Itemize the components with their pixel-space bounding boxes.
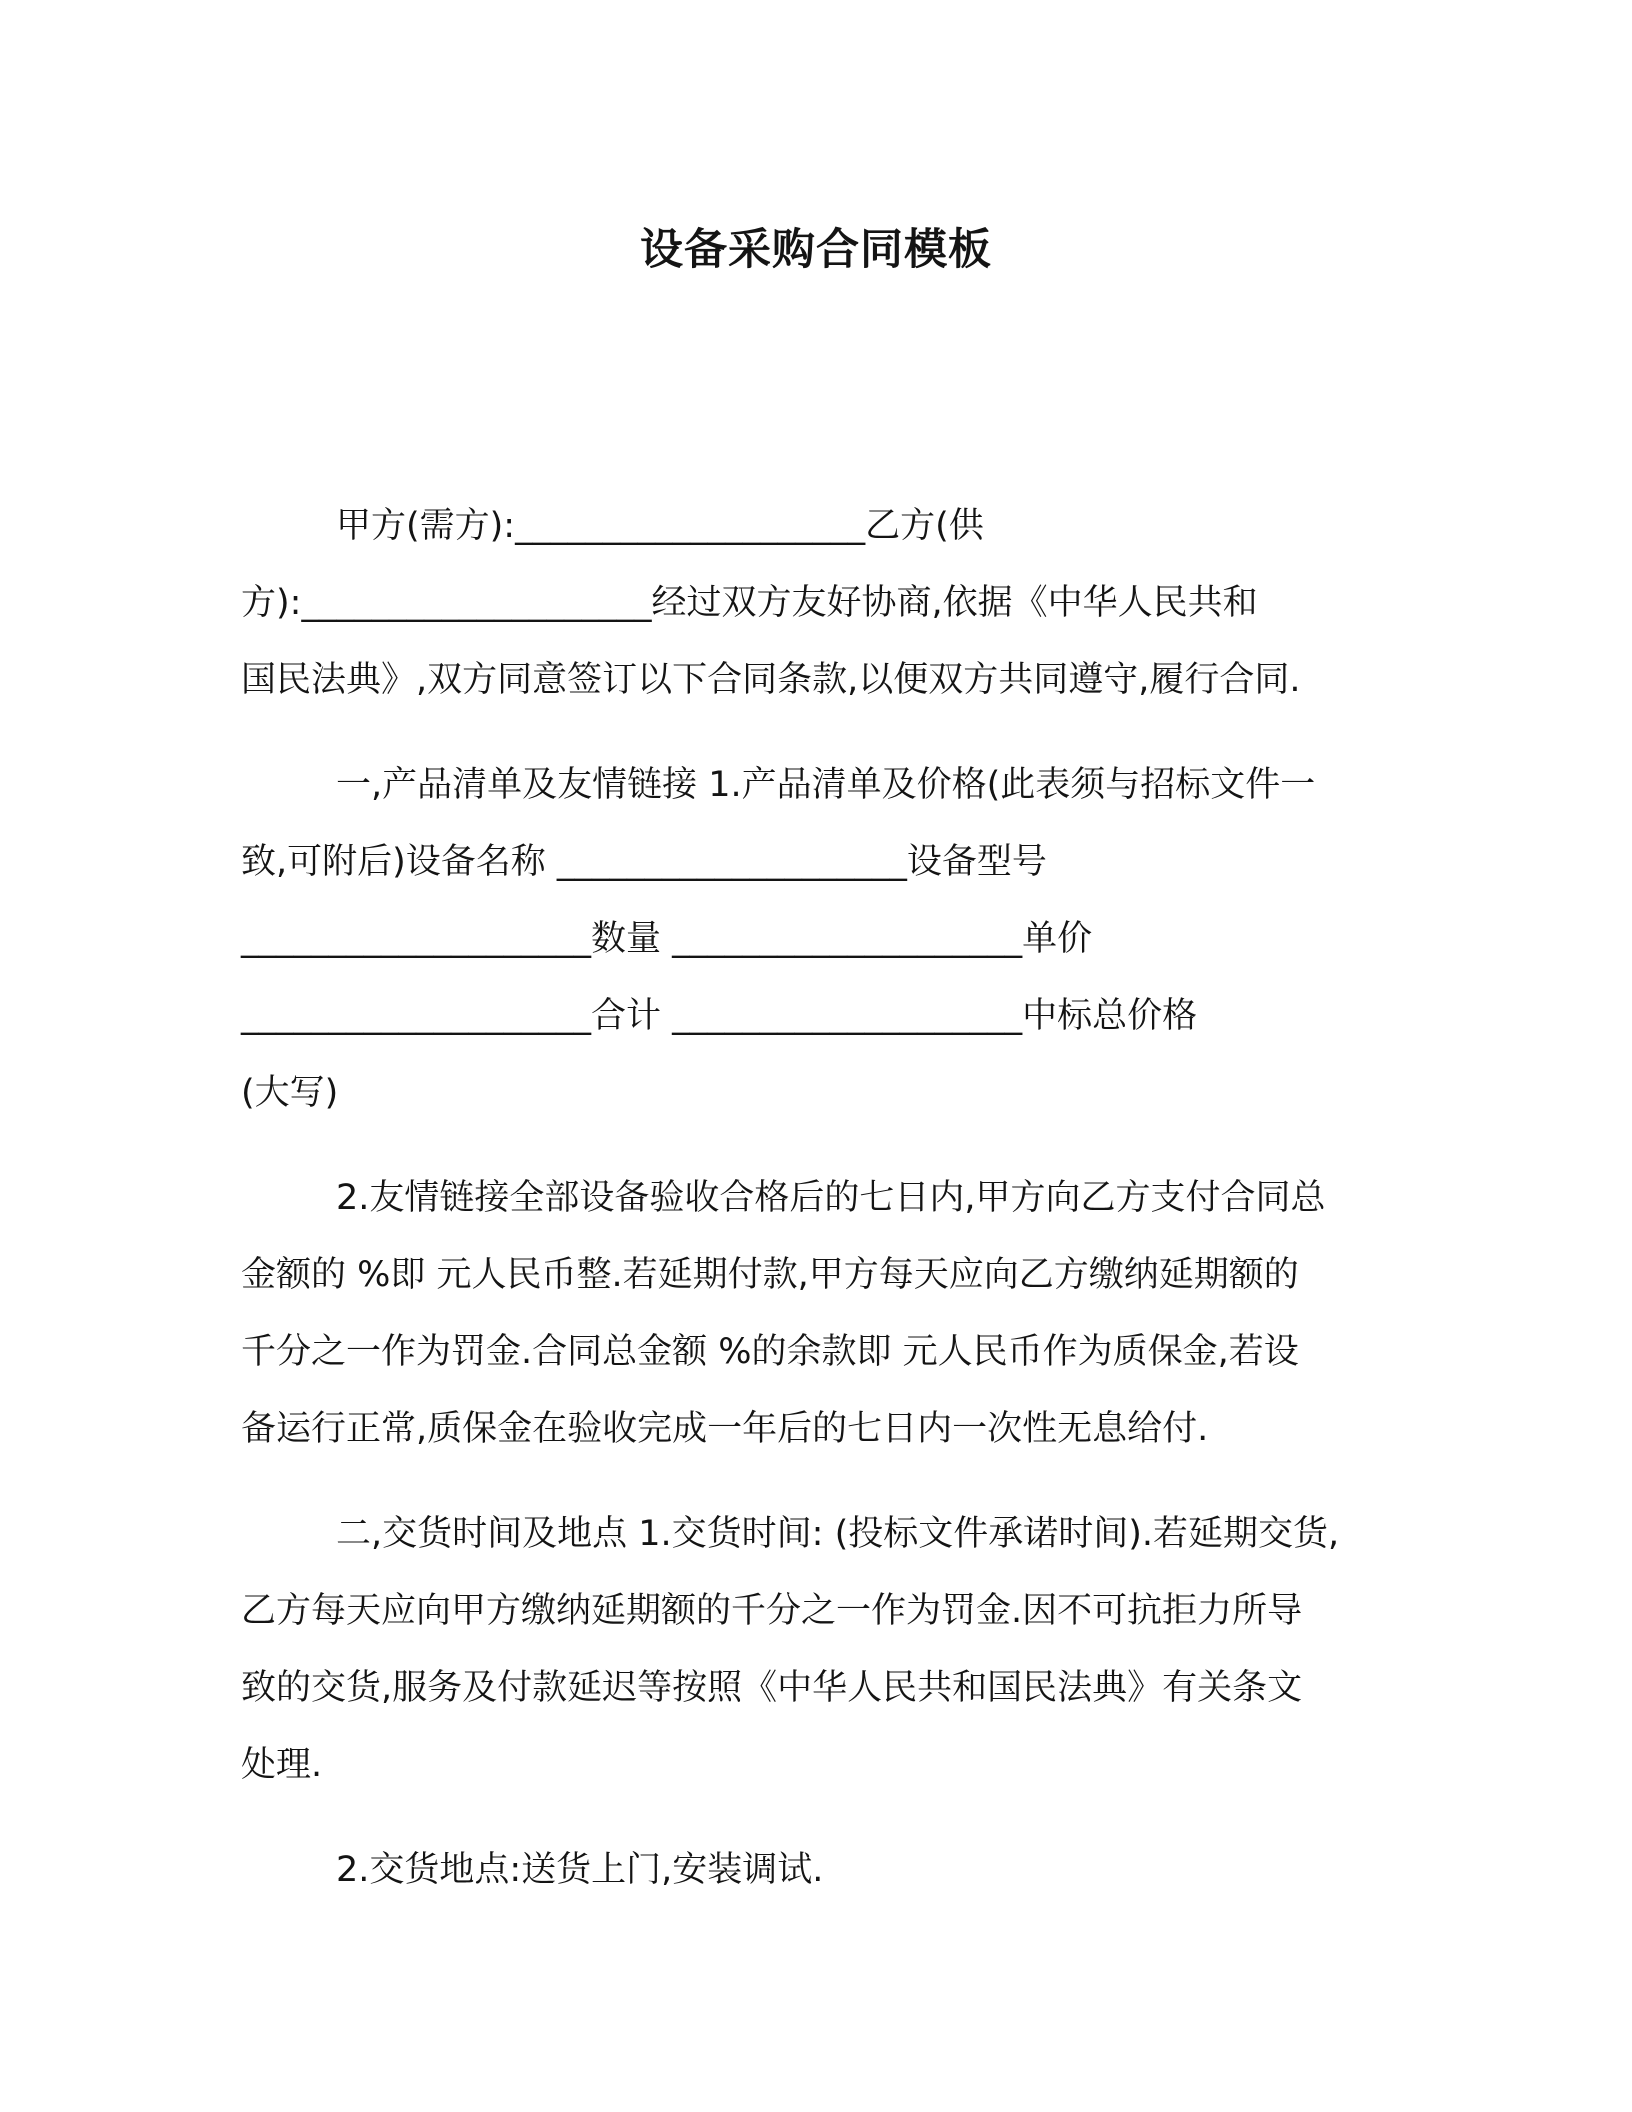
paragraph-line: 二,交货时间及地点 1.交货时间: (投标文件承诺时间).若延期交货,: [336, 1514, 1340, 1554]
paragraph-line: 国民法典》,双方同意签订以下合同条款,以便双方共同遵守,履行合同.: [241, 660, 1301, 700]
paragraph-line: ____________________合计 ____________________中标总价格: [241, 996, 1198, 1036]
paragraph-line: 备运行正常,质保金在验收完成一年后的七日内一次性无息给付.: [241, 1409, 1209, 1449]
paragraph-payment: [241, 1160, 1391, 1468]
paragraph-line: 致,可附后)设备名称 ____________________设备型号: [241, 842, 1047, 882]
paragraph-line: 方):____________________经过双方友好协商,依据《中华人民共和: [241, 583, 1258, 623]
paragraph-delivery-place: [241, 1832, 1391, 1909]
paragraph-line: 千分之一作为罚金.合同总金额 %的余款即 元人民币作为质保金,若设: [241, 1332, 1299, 1372]
paragraph-line: ____________________数量 ____________________单价: [241, 919, 1093, 959]
paragraph-delivery-time: [241, 1496, 1391, 1804]
document-title: 设备采购合同模板: [640, 225, 992, 275]
paragraph-line: 2.友情链接全部设备验收合格后的七日内,甲方向乙方支付合同总: [336, 1178, 1326, 1218]
paragraph-line: 金额的 %即 元人民币整.若延期付款,甲方每天应向乙方缴纳延期额的: [241, 1255, 1299, 1295]
paragraph-line: 乙方每天应向甲方缴纳延期额的千分之一作为罚金.因不可抗拒力所导: [241, 1591, 1303, 1631]
paragraph-parties: [241, 488, 1391, 719]
document-body: [241, 488, 1391, 1909]
paragraph-line: 一,产品清单及友情链接 1.产品清单及价格(此表须与招标文件一: [336, 765, 1316, 805]
paragraph-line: 致的交货,服务及付款延迟等按照《中华人民共和国民法典》有关条文: [241, 1668, 1303, 1708]
paragraph-line: 甲方(需方):____________________乙方(供: [336, 506, 984, 546]
paragraph-product-list: [241, 747, 1391, 1132]
paragraph-line: (大写): [241, 1073, 339, 1113]
paragraph-line: 2.交货地点:送货上门,安装调试.: [336, 1850, 824, 1890]
paragraph-line: 处理.: [241, 1745, 323, 1785]
